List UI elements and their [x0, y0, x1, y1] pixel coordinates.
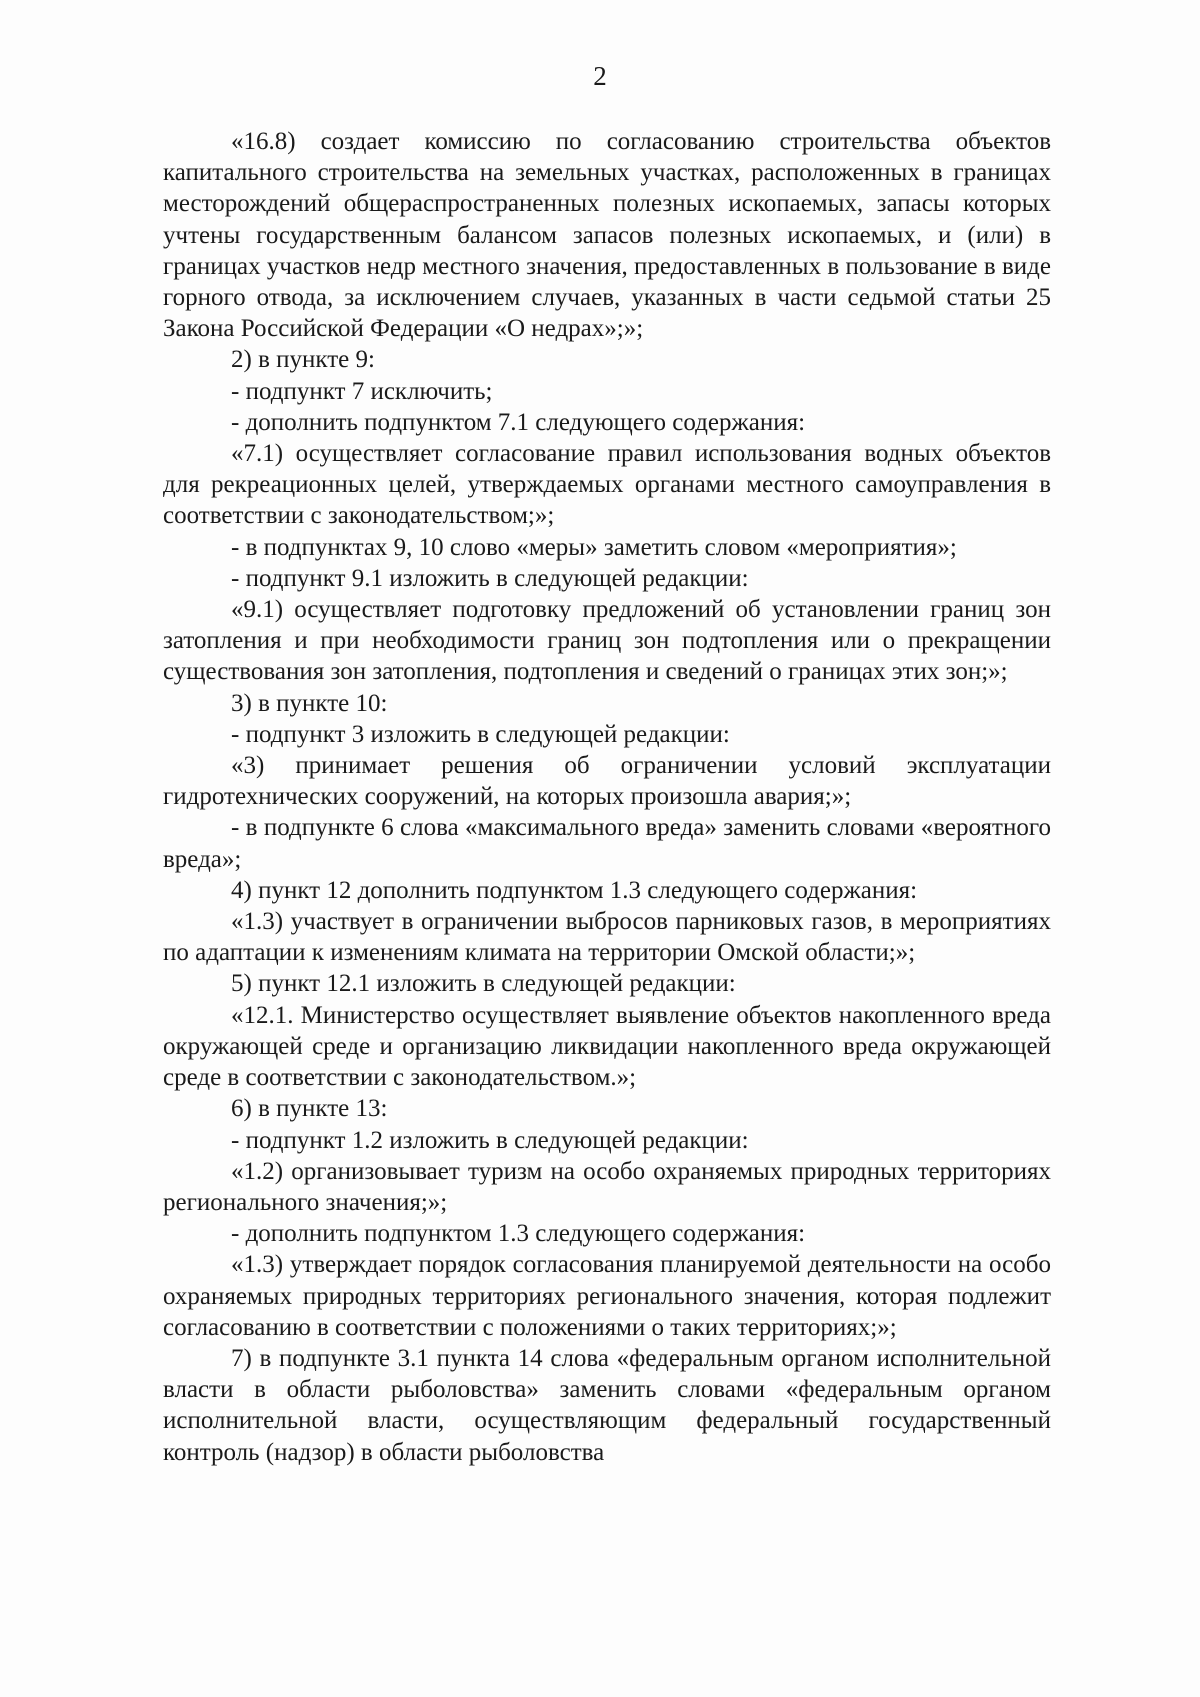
paragraph-item-3: 3) в пункте 10:	[231, 689, 388, 717]
paragraph-1-3-territories: «1.3) утверждает порядок согласования планируемой деятельности на особо охраняемых природных территориях регионального значения, которая подлежит согласованию в соответствии с положениями о таких территориях;»;	[163, 1251, 1051, 1341]
paragraph-subitem-9-1-edit: - подпункт 9.1 изложить в следующей редакции:	[231, 564, 749, 592]
paragraph-item-5: 5) пункт 12.1 изложить в следующей редакции:	[231, 970, 736, 998]
paragraph-1-3-climate: «1.3) участвует в ограничении выбросов парниковых газов, в мероприятиях по адаптации к изменениям климата на территории Омской области;»;	[163, 908, 1051, 967]
paragraph-subitems-9-10: - в подпунктах 9, 10 слово «меры» заметить словом «мероприятия»;	[231, 533, 957, 561]
paragraph-item-2: 2) в пункте 9:	[231, 346, 375, 374]
paragraph-7-1: «7.1) осуществляет согласование правил использования водных объектов для рекреационных целей, утверждаемых органами местного самоуправления в соответствии с законодательством;»;	[163, 440, 1051, 530]
paragraph-item-4: 4) пункт 12 дополнить подпунктом 1.3 следующего содержания:	[231, 876, 918, 904]
paragraph-subitem-3-edit: - подпункт 3 изложить в следующей редакции:	[231, 720, 730, 748]
paragraph-subitem-6: - в подпункте 6 слова «максимального вреда» заменить словами «вероятного вреда»;	[163, 814, 1051, 873]
paragraph-subitem-7-exclude: - подпункт 7 исключить;	[231, 377, 493, 405]
paragraph-1-2: «1.2) организовывает туризм на особо охраняемых природных территориях регионального значения;»;	[163, 1157, 1051, 1216]
paragraph-12-1: «12.1. Министерство осуществляет выявление объектов накопленного вреда окружающей среде и организацию ликвидации накопленного вреда окружающей среде в соответствии с законодательством.»;	[163, 1001, 1051, 1092]
paragraph-add-1-3: - дополнить подпунктом 1.3 следующего содержания:	[231, 1220, 806, 1248]
paragraph-item-7: 7) в подпункте 3.1 пункта 14 слова «федеральным органом исполнительной власти в области рыболовства» заменить словами «федеральным органом исполнительной власти, осуществляющим федеральный государственный контроль (надзор) в области рыболовства	[163, 1344, 1051, 1466]
paragraph-add-7-1: - дополнить подпунктом 7.1 следующего содержания:	[231, 408, 806, 436]
paragraph-subitem-1-2-edit: - подпункт 1.2 изложить в следующей редакции:	[231, 1126, 749, 1154]
page-number: 2	[593, 61, 607, 91]
paragraph-9-1: «9.1) осуществляет подготовку предложений об установлении границ зон затопления и при необходимости границ зон подтопления или о прекращении существования зон затопления, подтопления и сведений о границах этих зон;»;	[163, 596, 1051, 686]
paragraph-3: «3) принимает решения об ограничении условий эксплуатации гидротехнических сооружений, на которых произошла авария;»;	[163, 752, 1051, 811]
paragraph-16-8: «16.8) создает комиссию по согласованию строительства объектов капитального строительства на земельных участках, расположенных в границах месторождений общераспространенных полезных ископаемых, запасы которых учтены государственным балансом запасов полезных ископаемых, и (или) в границах участков недр местного значения, предоставленных в пользование в виде горного отвода, за исключением случаев, указанных в части седьмой статьи 25 Закона Российской Федерации «О недрах»;»;	[163, 128, 1051, 343]
document-body	[163, 126, 1051, 1468]
paragraph-item-6: 6) в пункте 13:	[231, 1095, 388, 1123]
